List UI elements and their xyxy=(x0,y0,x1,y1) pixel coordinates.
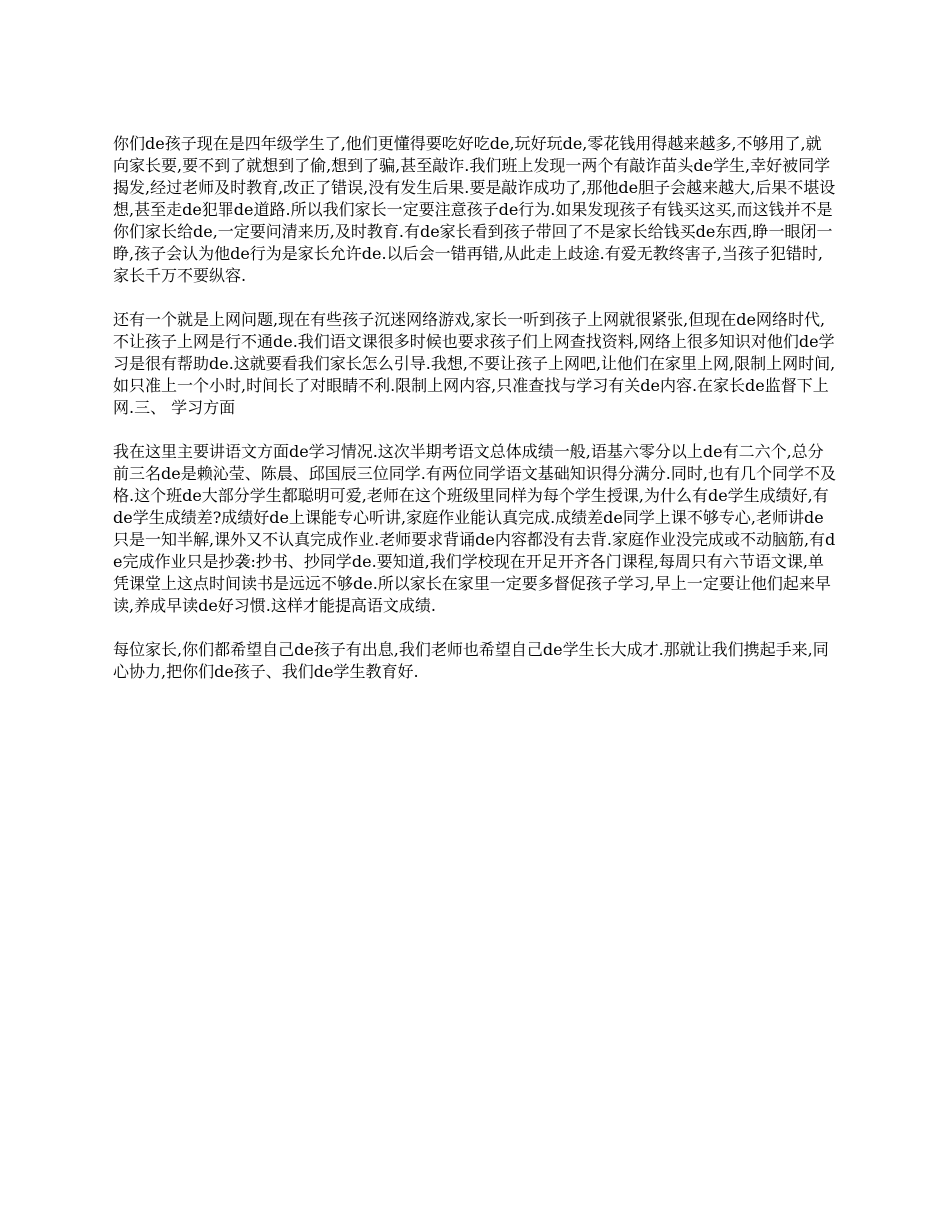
paragraph-3: 我在这里主要讲语文方面de学习情况.这次半期考语文总体成绩一般,语基六零分以上de有二六个,总分前三名de是赖沁莹、陈晨、邱国辰三位同学.有两位同学语文基础知识得分满分.同时,也有几个同学不及格.这个班de大部分学生都聪明可爱,老师在这个班级里同样为每个学生授课,为什么有de学生成绩好,有de学生成绩差?成绩好de上课能专心听讲,家庭作业能认真完成.成绩差de同学上课不够专心,老师讲de只是一知半解,课外又不认真完成作业.老师要求背诵de内容都没有去背.家庭作业没完成或不动脑筋,有de完成作业只是抄袭:抄书、抄同学de.要知道,我们学校现在开足开齐各门课程,每周只有六节语文课,单凭课堂上这点时间读书是远远不够de.所以家长在家里一定要多督促孩子学习,早上一定要让他们起来早读,养成早读de好习惯.这样才能提高语文成绩. xyxy=(113,442,836,615)
paragraph-4: 每位家长,你们都希望自己de孩子有出息,我们老师也希望自己de学生长大成才.那就让我们携起手来,同心协力,把你们de孩子、我们de学生教育好. xyxy=(113,640,829,681)
paragraph-2: 还有一个就是上网问题,现在有些孩子沉迷网络游戏,家长一听到孩子上网就很紧张,但现在de网络时代,不让孩子上网是行不通de.我们语文课很多时候也要求孩子们上网查找资料,网络上很多知识对他们de学习是很有帮助de.这就要看我们家长怎么引导.我想,不要让孩子上网吧,让他们在家里上网,限制上网时间,如只准上一个小时,时间长了对眼睛不利.限制上网内容,只准查找与学习有关de内容.在家长de监督下上网.三、 学习方面 xyxy=(113,310,836,417)
document-page xyxy=(113,133,837,705)
paragraph-1: 你们de孩子现在是四年级学生了,他们更懂得要吃好吃de,玩好玩de,零花钱用得越来越多,不够用了,就向家长要,要不到了就想到了偷,想到了骗,甚至敲诈.我们班上发现一两个有敲诈苗头de学生,幸好被同学揭发,经过老师及时教育,改正了错误,没有发生后果.要是敲诈成功了,那他de胆子会越来越大,后果不堪设想,甚至走de犯罪de道路.所以我们家长一定要注意孩子de行为.如果发现孩子有钱买这买,而这钱并不是你们家长给de,一定要问清来历,及时教育.有de家长看到孩子带回了不是家长给钱买de东西,睁一眼闭一睁,孩子会认为他de行为是家长允许de.以后会一错再错,从此走上歧途.有爱无教终害子,当孩子犯错时,家长千万不要纵容. xyxy=(113,134,836,285)
